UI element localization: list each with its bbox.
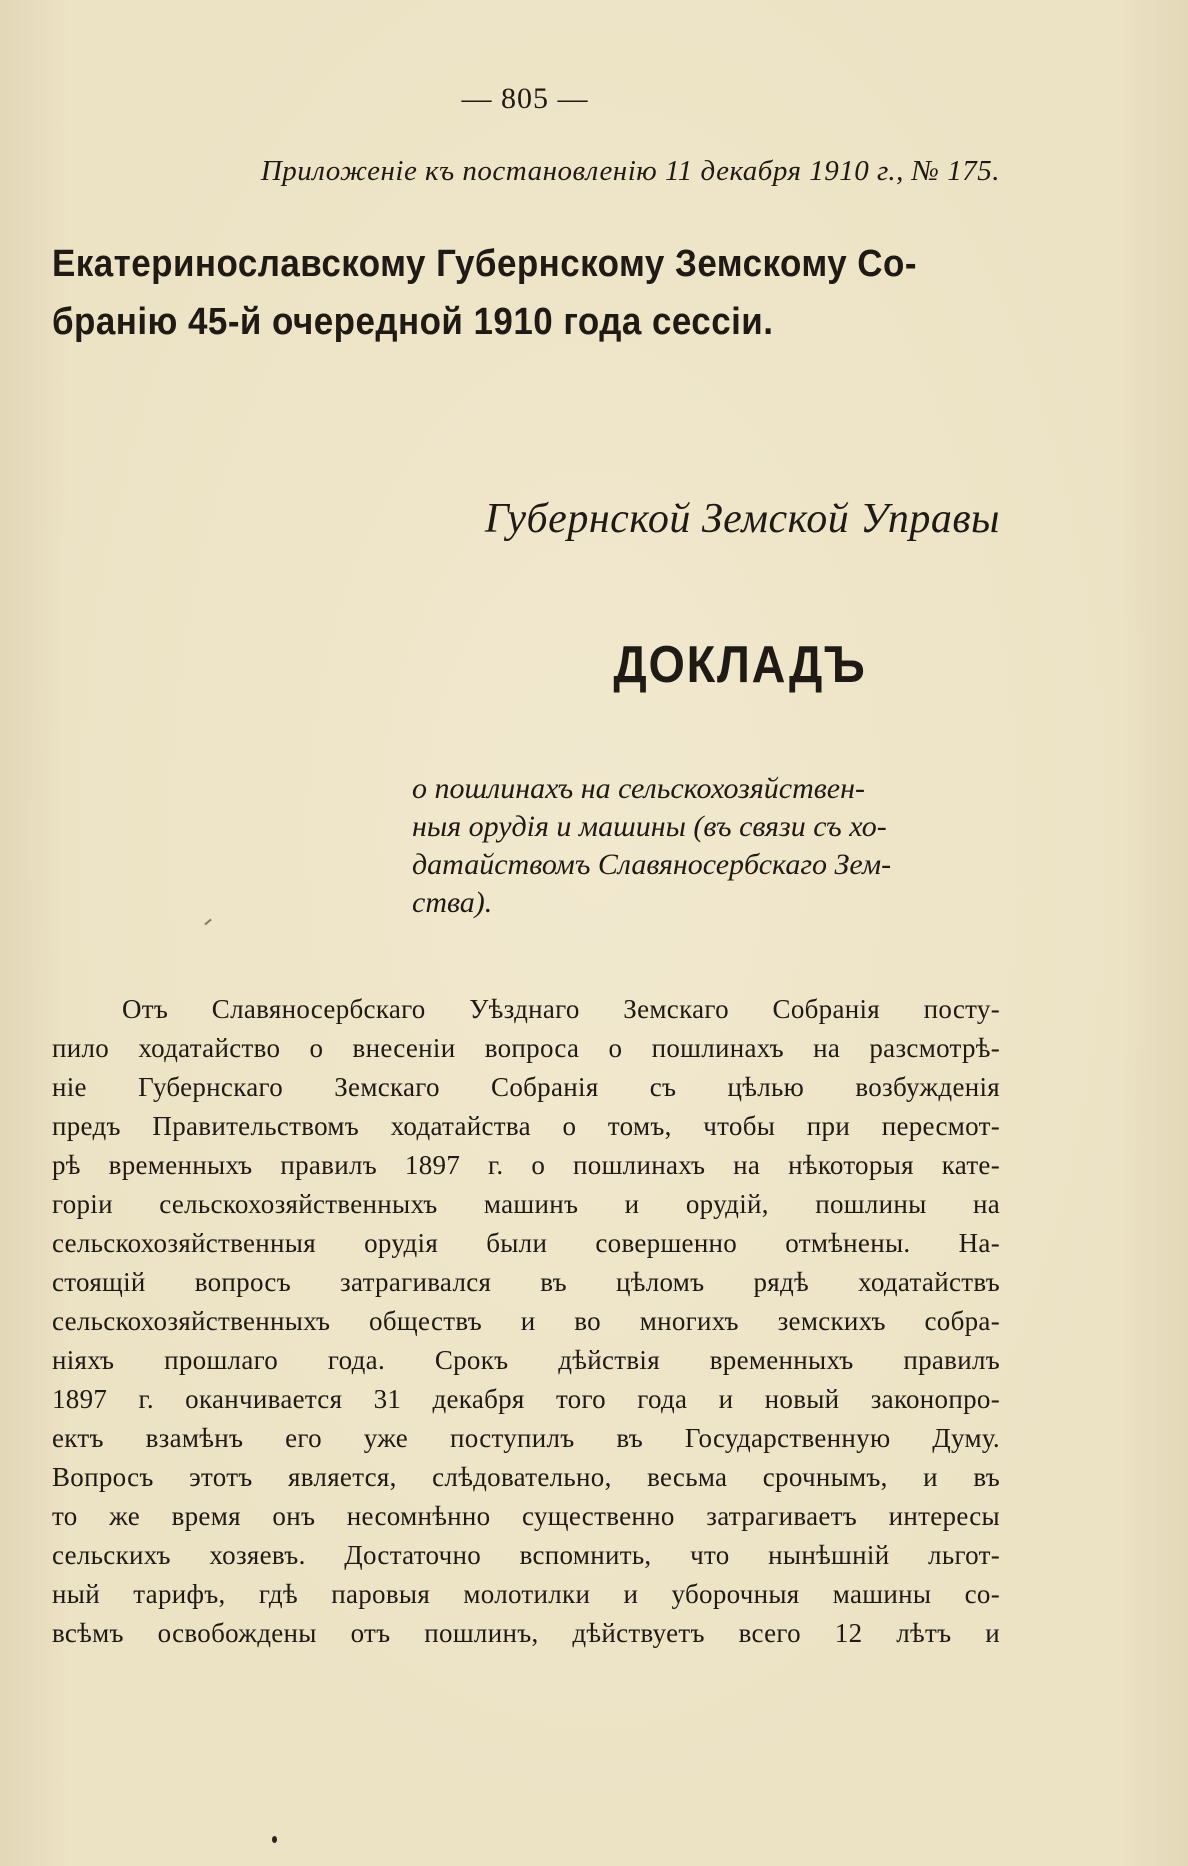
board-name: Губернской Земской Управы — [484, 496, 1000, 542]
document-subtitle — [412, 770, 1002, 922]
document-title: ДОКЛАДЪ — [613, 636, 867, 694]
subtitle-line: ныя орудія и машины (въ связи съ хо- — [412, 810, 887, 843]
body-line: ный тарифъ, гдѣ паровыя молотилки и уборочныя машины со- — [52, 1579, 1000, 1609]
body-line: пило ходатайство о внесеніи вопроса о пошлинахъ на разсмотрѣ- — [52, 1033, 1000, 1063]
body-line: ніяхъ прошлаго года. Срокъ дѣйствія временныхъ правилъ — [52, 1345, 1000, 1375]
body-line: стоящій вопросъ затрагивался въ цѣломъ рядѣ ходатайствъ — [52, 1267, 1000, 1297]
appendix-line: Приложеніе къ постановленію 11 декабря 1910 г., № 175. — [260, 155, 1000, 187]
body-line: 1897 г. оканчивается 31 декабря того года и новый законопро- — [52, 1384, 1000, 1414]
body-line: Отъ Славяносербскаго Уѣзднаго Земскаго Собранія посту- — [122, 994, 1000, 1024]
body-line: сельскохозяйственныхъ обществъ и во многихъ земскихъ собра- — [52, 1306, 1000, 1336]
subtitle-line: о пошлинахъ на сельскохозяйствен- — [412, 772, 865, 805]
print-speck — [204, 919, 211, 926]
body-line: горіи сельскохозяйственныхъ машинъ и орудій, пошлины на — [52, 1189, 1000, 1219]
body-line: предъ Правительствомъ ходатайства о томъ, чтобы при пересмот- — [52, 1111, 1000, 1141]
body-line: сельскихъ хозяевъ. Достаточно вспомнить, что нынѣшній льгот- — [52, 1540, 1000, 1570]
body-line: Вопросъ этотъ является, слѣдовательно, весьма срочнымъ, и въ — [52, 1462, 1000, 1492]
page-number: — 805 — — [461, 82, 589, 115]
addressee-heading — [52, 235, 1000, 351]
print-dot — [272, 1836, 277, 1843]
body-line: ектъ взамѣнъ его уже поступилъ въ Государственную Думу. — [52, 1423, 1000, 1453]
subtitle-line: ства). — [412, 886, 493, 919]
subtitle-line: датайствомъ Славяносербскаго Зем- — [412, 848, 892, 881]
addressee-line: бранію 45-й очередной 1910 года сессіи. — [52, 301, 774, 343]
body-paragraph — [52, 990, 1000, 1653]
body-line: сельскохозяйственныя орудія были совершенно отмѣнены. На- — [52, 1228, 1000, 1258]
body-line: ніе Губернскаго Земскаго Собранія съ цѣлью возбужденія — [52, 1072, 1000, 1102]
body-line: рѣ временныхъ правилъ 1897 г. о пошлинахъ на нѣкоторыя кате- — [52, 1150, 1000, 1180]
addressee-line: Екатеринославскому Губернскому Земскому Со- — [52, 243, 917, 285]
body-line: то же время онъ несомнѣнно существенно затрагиваетъ интересы — [52, 1501, 1000, 1531]
body-line: всѣмъ освобождены отъ пошлинъ, дѣйствуетъ всего 12 лѣтъ и — [52, 1618, 1000, 1648]
